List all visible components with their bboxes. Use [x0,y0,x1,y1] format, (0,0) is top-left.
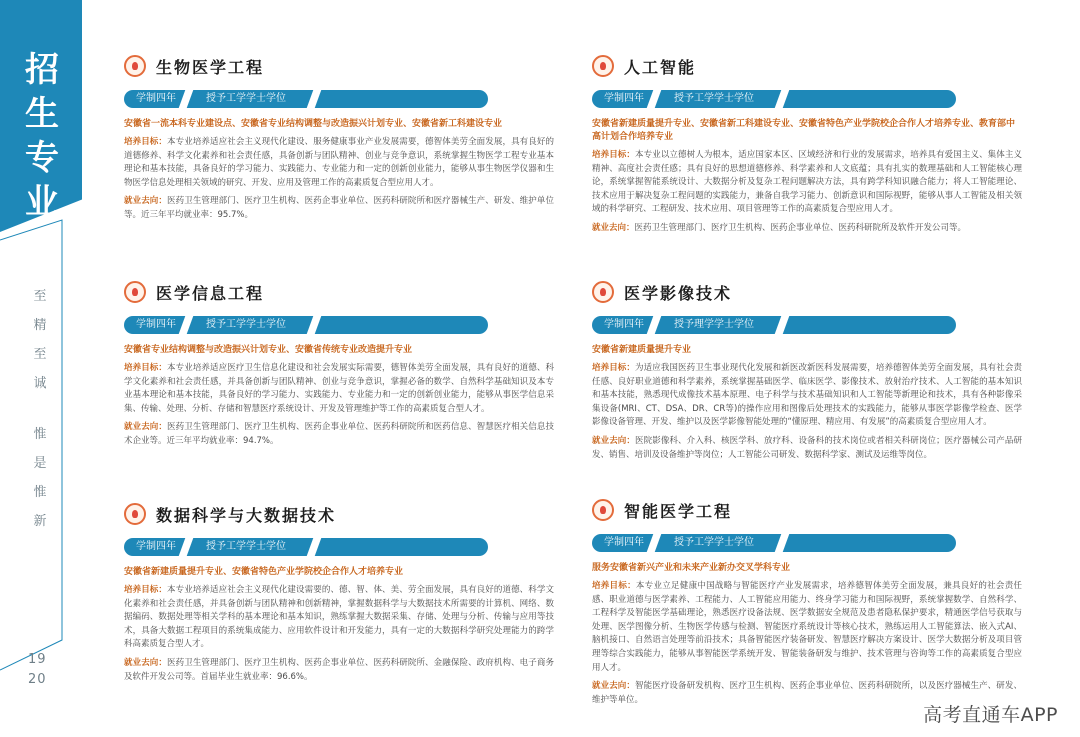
goal-text: 为适应我国医药卫生事业现代化发展和新医改新医科发展需要，培养德智体美劳全面发展，具有社会责任感、良好职业道德和科学素养，系统掌握基础医学、临床医学、影像技术、放射治疗技术、人工智能的基本知识和基本技能，熟悉现代成像技术基本原理、电子科学与技术基础知识和人工智能等新理论和技术，具有各种影像采集设备(MRI、CT、DSA、DR、CR等)的操作应用和图像后处理技术的实践能力，能够从事医学影像学检查、医学影像设备管理、开发、维护以及医学影像智能处理的“懂原理、精应用、有发展”的高素质复合型应用人才。 [592,363,1022,428]
motto-char: 是 [33,456,47,471]
motto-char: 惟 [33,485,47,500]
banner-title-char: 业 [25,182,59,222]
duration-tag: 学制四年 [604,93,644,104]
goal-text: 本专业培养适应社会主义现代化建设、服务健康事业产业发展需要，德智体美劳全面发展，具有良好的道德修养、科学文化素养和社会责任感，具备创新与团队精神、创业与竞争意识，系统掌握生物医学工程专业基本理论和基本技能，具备良好的学习能力、实践能力、专业能力和一定的创新创业能力，能够从事生物医学仪器和生物医学信息处理相关领域的研究、开发、应用及管理工作的高素质复合型应用人才。 [124,137,554,188]
major-section [124,278,554,449]
school-logo-icon [124,55,146,77]
motto-char: 诚 [33,376,47,391]
career-paragraph [592,435,1022,462]
career-label: 就业去向： [124,422,168,433]
section-tags [124,316,488,338]
motto-char: 惟 [33,427,47,442]
section-highlight: 安徽省一流本科专业建设点、安徽省专业结构调整与改造振兴计划专业、安徽省新工科建设专业 [124,119,503,129]
section-highlight: 安徽省新建质量提升专业、安徽省特色产业学院校企合作人才培养专业 [124,567,404,577]
duration-tag: 学制四年 [136,93,176,104]
goal-label: 培养目标： [124,585,168,595]
goal-label: 培养目标： [592,150,636,160]
school-logo-icon [124,281,146,303]
major-section [124,500,554,684]
career-text: 智能医疗设备研发机构、医疗卫生机构、医药企事业单位、医药科研院所，以及医疗器械生产、研发、维护等单位。 [592,681,1022,705]
section-title: 人工智能 [624,57,697,77]
goal-label: 培养目标： [592,581,636,591]
goal-paragraph [124,362,554,416]
school-logo-icon [124,503,146,525]
career-label: 就业去向： [592,435,636,446]
section-highlight: 安徽省新建质量提升专业 [592,345,692,355]
goal-text: 本专业立足健康中国战略与智能医疗产业发展需求，培养德智体美劳全面发展，兼具良好的社会责任感、职业道德与医学素养、工程能力、人工智能应用能力、终身学习能力和国际视野，系统掌握数学、自然科学、工程科学及智能医学基础理论，熟悉医疗设备法规、医学数据安全规范及患者隐私保护要求，精通医学信号获取与处理、医学图像分析、生物医学传感与检测、智能医疗系统设计等核心技术，熟练运用人工智能算法、嵌入式AI、脑机接口、自然语言处理等前沿技术；具备智能医疗装备研发、智慧医疗解决方案设计、医学大数据分析及项目管理等综合实践能力，能够从事智能医学系统开发、智能装备研发与维护、技术管理与咨询等工作的高素质复合型应用人才。 [592,581,1022,673]
goal-label: 培养目标： [592,363,636,373]
school-logo-icon [592,281,614,303]
duration-tag: 学制四年 [136,541,176,552]
section-header [124,278,554,306]
degree-tag: 授予工学学士学位 [674,537,754,548]
section-highlight: 服务安徽省新兴产业和未来产业新办交叉学科专业 [592,563,791,573]
career-text: 医药卫生管理部门、医疗卫生机构、医药企事业单位、医药科研院所和医药信息、智慧医疗相关信息技术企业等。近三年平均就业率：94.7%。 [124,422,554,446]
section-header [124,52,554,80]
duration-tag: 学制四年 [604,537,644,548]
duration-tag: 学制四年 [136,319,176,330]
section-highlight: 安徽省专业结构调整与改造振兴计划专业、安徽省传统专业改造提升专业 [124,345,413,355]
section-tags [592,534,956,556]
goal-paragraph [592,362,1022,430]
banner-title-char: 招 [25,50,59,90]
section-header [592,496,1022,524]
school-logo-icon [592,499,614,521]
major-section [124,52,554,223]
section-tags [592,316,956,338]
career-label: 就业去向： [592,681,636,692]
career-label: 就业去向： [592,222,635,233]
goal-paragraph [592,149,1022,217]
motto-char: 新 [33,514,47,529]
degree-tag: 授予工学学士学位 [206,93,286,104]
motto-char: 至 [33,289,47,304]
banner-title-char: 专 [25,138,59,178]
goal-paragraph [124,584,554,652]
motto-char: 精 [33,318,47,333]
banner-title-char: 生 [25,94,59,134]
career-paragraph [124,195,554,222]
goal-text: 本专业培养适应医疗卫生信息化建设和社会发展实际需要，德智体美劳全面发展，具有良好的道德、科学文化素养和社会责任感，并具备创新与团队精神、创业与竞争意识，掌握必备的数学、自然科学基础知识及本专业基本理论和基本技能，具备良好的学习能力、实践能力、专业能力和一定的创新创业能力，能够从事医学信息采集、传输、处理、分析、存储和智慧医疗系统设计、开发及管理维护等工作的高素质复合型人才。 [124,363,554,414]
goal-label: 培养目标： [124,363,168,373]
goal-text: 本专业以立德树人为根本，适应国家本区、区域经济和行业的发展需求，培养具有爱国主义、集体主义精神、高度社会责任感；具有良好的思想道德修养、科学素养和人文底蕴；具有扎实的数理基础和人工智能核心理论，系统掌握智能系统设计、大数据分析及复杂工程问题解决方法，具有跨学科知识融合能力；将人工智能理论、技术应用于解决复杂工程问题的实践能力，兼备自我学习能力、创新意识和国际视野，能够从事人工智能及相关领域的科学研究、工程研发、技术应用、项目管理等工作的高素质复合型应用人才。 [592,150,1022,215]
motto [30,282,50,536]
career-text: 医药卫生管理部门、医疗卫生机构、医药企事业单位、医药科研院所及软件开发公司等。 [634,222,967,233]
side-banner [0,0,82,737]
major-section [592,52,1022,236]
degree-tag: 授予理学学士学位 [674,319,754,330]
major-section [592,278,1022,462]
goal-label: 培养目标： [124,137,168,147]
section-title: 智能医学工程 [624,501,733,521]
section-tags [124,90,488,112]
section-title: 生物医学工程 [156,57,265,77]
page-number-top: 19 [28,652,47,667]
section-header [124,500,554,528]
career-text: 医药卫生管理部门、医疗卫生机构、医药企事业单位、医药科研院所、金融保险、政府机构、电子商务及软件开发公司等。首届毕业生就业率：96.6%。 [124,657,554,682]
duration-tag: 学制四年 [604,319,644,330]
section-tags [124,538,488,560]
degree-tag: 授予工学学士学位 [206,319,286,330]
degree-tag: 授予工学学士学位 [674,93,754,104]
career-paragraph [124,421,554,448]
career-label: 就业去向： [124,196,168,207]
goal-paragraph [592,580,1022,675]
section-title: 医学影像技术 [624,283,733,303]
career-paragraph [124,657,554,684]
school-logo-icon [592,55,614,77]
section-title: 数据科学与大数据技术 [156,505,337,525]
career-label: 就业去向： [124,657,168,668]
career-text: 医院影像科、介入科、核医学科、放疗科、设备科的技术岗位或者相关科研岗位；医疗器械公司产品研发、销售、培训及设备维护等岗位；人工智能公司研发、数据科学家、测试及运维等岗位。 [592,435,1022,460]
motto-char: 至 [33,347,47,362]
degree-tag: 授予工学学士学位 [206,541,286,552]
source-watermark: 高考直通车APP [923,704,1058,726]
career-text: 医药卫生管理部门、医疗卫生机构、医药企事业单位、医药科研院所和医疗器械生产、研发、维护单位等。近三年平均就业率：95.7%。 [124,196,554,220]
page-number-bottom: 20 [28,672,47,687]
career-paragraph [592,222,1022,236]
section-tags [592,90,956,112]
section-title: 医学信息工程 [156,283,265,303]
goal-text: 本专业培养适应社会主义现代化建设需要的、德、智、体、美、劳全面发展，具有良好的道德、科学文化素养和社会责任感，并具备创新与团队精神和创新精神，掌握数据科学与大数据技术所需要的计算机、网络、数据编码、数据处理等相关学科的基本理论和基本知识，熟练掌握大数据采集、存储、处理与分析、传输与应用等技术，具备大数据工程项目的系统集成能力、应用软件设计和开发能力，具有一定的大数据科学研究处理能力的跨学科高素质复合型人才。 [124,585,554,650]
section-highlight: 安徽省新建质量提升专业、安徽省新工科建设专业、安徽省特色产业学院校企合作人才培养专业、教育部中高计划合作培养专业 [592,119,1016,142]
major-section [592,496,1022,707]
section-header [592,278,1022,306]
section-header [592,52,1022,80]
banner-title [22,48,62,224]
goal-paragraph [124,136,554,190]
